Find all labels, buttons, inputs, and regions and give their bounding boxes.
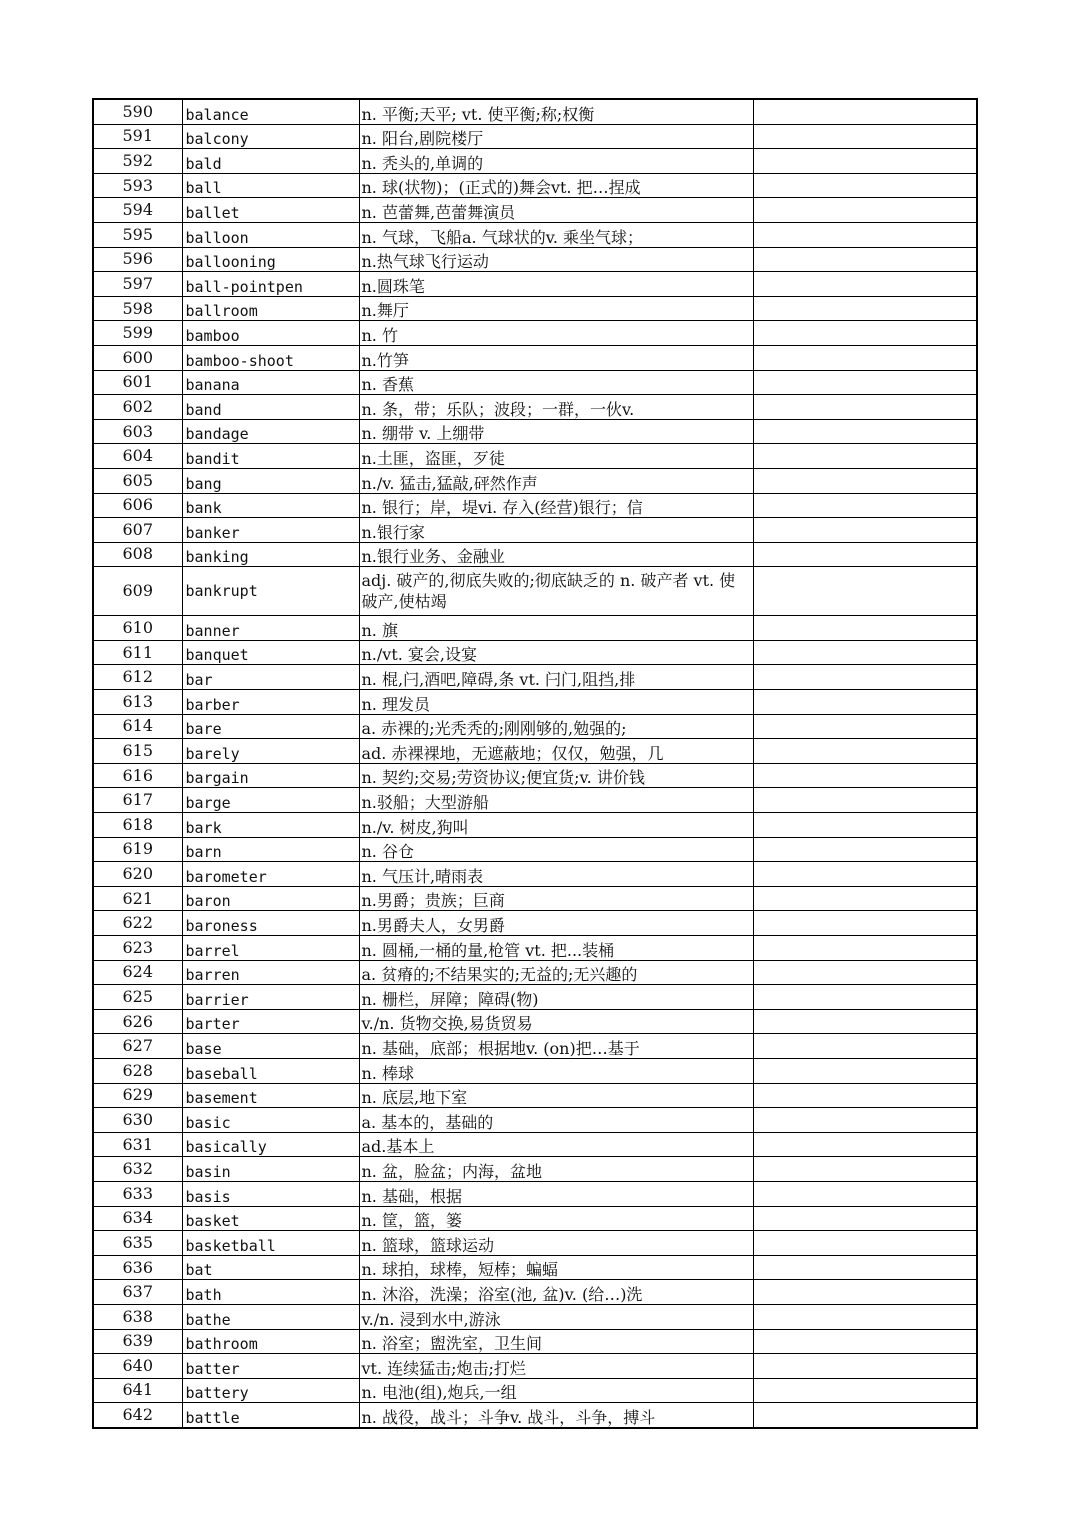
empty-notes-cell — [753, 296, 977, 321]
definition-cell: n. 契约;交易;劳资协议;便宜货;v. 讲价钱 — [359, 763, 753, 788]
definition-cell: n. 篮球，篮球运动 — [359, 1231, 753, 1256]
row-number-cell: 623 — [93, 936, 182, 961]
word-cell: barn — [182, 837, 359, 862]
word-cell: basically — [182, 1132, 359, 1157]
definition-cell: ad.基本上 — [359, 1132, 753, 1157]
table-row — [93, 862, 977, 887]
table-row — [93, 1280, 977, 1305]
definition-cell: n. 沐浴，洗澡；浴室(池, 盆)v. (给…)洗 — [359, 1280, 753, 1305]
row-number-cell: 603 — [93, 419, 182, 444]
word-cell: bargain — [182, 763, 359, 788]
empty-notes-cell — [753, 862, 977, 887]
table-row — [93, 1329, 977, 1354]
empty-notes-cell — [753, 518, 977, 543]
definition-cell: n. 圆桶,一桶的量,枪管 vt. 把...装桶 — [359, 936, 753, 961]
row-number-cell: 634 — [93, 1206, 182, 1231]
table-row — [93, 985, 977, 1010]
row-number-cell: 641 — [93, 1378, 182, 1403]
table-row — [93, 1354, 977, 1379]
definition-cell: n. 银行；岸，堤vi. 存入(经营)银行；信 — [359, 493, 753, 518]
table-row — [93, 247, 977, 272]
word-cell: balloon — [182, 222, 359, 247]
row-number-cell: 622 — [93, 911, 182, 936]
definition-cell: n./v. 猛击,猛敲,砰然作声 — [359, 468, 753, 493]
word-cell: basket — [182, 1206, 359, 1231]
definition-cell: n. 竹 — [359, 321, 753, 346]
table-row — [93, 960, 977, 985]
definition-cell: n.驳船；大型游船 — [359, 788, 753, 813]
table-row — [93, 198, 977, 223]
row-number-cell: 642 — [93, 1403, 182, 1428]
word-cell: bark — [182, 813, 359, 838]
word-cell: bamboo — [182, 321, 359, 346]
empty-notes-cell — [753, 444, 977, 469]
row-number-cell: 598 — [93, 296, 182, 321]
row-number-cell: 610 — [93, 616, 182, 641]
row-number-cell: 618 — [93, 813, 182, 838]
empty-notes-cell — [753, 1304, 977, 1329]
table-row — [93, 1255, 977, 1280]
empty-notes-cell — [753, 1354, 977, 1379]
word-cell: banking — [182, 542, 359, 567]
row-number-cell: 615 — [93, 739, 182, 764]
empty-notes-cell — [753, 1403, 977, 1428]
empty-notes-cell — [753, 739, 977, 764]
table-row — [93, 370, 977, 395]
word-cell: bandage — [182, 419, 359, 444]
empty-notes-cell — [753, 99, 977, 124]
definition-cell: n. 秃头的,单调的 — [359, 149, 753, 174]
empty-notes-cell — [753, 1378, 977, 1403]
table-row — [93, 1304, 977, 1329]
empty-notes-cell — [753, 198, 977, 223]
word-cell: ballooning — [182, 247, 359, 272]
table-row — [93, 296, 977, 321]
word-cell: basin — [182, 1157, 359, 1182]
empty-notes-cell — [753, 788, 977, 813]
definition-cell: adj. 破产的,彻底失败的;彻底缺乏的 n. 破产者 vt. 使破产,使枯竭 — [359, 567, 753, 616]
word-cell: banana — [182, 370, 359, 395]
table-row — [93, 739, 977, 764]
empty-notes-cell — [753, 1083, 977, 1108]
word-cell: basic — [182, 1108, 359, 1133]
table-row — [93, 542, 977, 567]
row-number-cell: 613 — [93, 690, 182, 715]
empty-notes-cell — [753, 1206, 977, 1231]
row-number-cell: 640 — [93, 1354, 182, 1379]
word-cell: basement — [182, 1083, 359, 1108]
table-row — [93, 173, 977, 198]
row-number-cell: 594 — [93, 198, 182, 223]
word-cell: barge — [182, 788, 359, 813]
row-number-cell: 633 — [93, 1181, 182, 1206]
empty-notes-cell — [753, 1108, 977, 1133]
row-number-cell: 612 — [93, 665, 182, 690]
row-number-cell: 602 — [93, 395, 182, 420]
table-row — [93, 468, 977, 493]
row-number-cell: 597 — [93, 272, 182, 297]
empty-notes-cell — [753, 149, 977, 174]
word-cell: basis — [182, 1181, 359, 1206]
row-number-cell: 627 — [93, 1034, 182, 1059]
word-cell: basketball — [182, 1231, 359, 1256]
row-number-cell: 626 — [93, 1009, 182, 1034]
table-row — [93, 665, 977, 690]
table-row — [93, 714, 977, 739]
definition-cell: n. 战役，战斗；斗争v. 战斗，斗争，搏斗 — [359, 1403, 753, 1428]
definition-cell: v./n. 浸到水中,游泳 — [359, 1304, 753, 1329]
word-cell: bankrupt — [182, 567, 359, 616]
empty-notes-cell — [753, 124, 977, 149]
empty-notes-cell — [753, 222, 977, 247]
table-row — [93, 788, 977, 813]
word-cell: barter — [182, 1009, 359, 1034]
word-cell: barber — [182, 690, 359, 715]
table-row — [93, 1206, 977, 1231]
row-number-cell: 632 — [93, 1157, 182, 1182]
table-row — [93, 345, 977, 370]
definition-cell: n. 栅栏，屏障；障碍(物) — [359, 985, 753, 1010]
row-number-cell: 611 — [93, 640, 182, 665]
row-number-cell: 636 — [93, 1255, 182, 1280]
empty-notes-cell — [753, 960, 977, 985]
table-row — [93, 1083, 977, 1108]
definition-cell: n. 浴室；盥洗室，卫生间 — [359, 1329, 753, 1354]
table-row — [93, 763, 977, 788]
word-cell: ball-pointpen — [182, 272, 359, 297]
definition-cell: n. 绷带 v. 上绷带 — [359, 419, 753, 444]
empty-notes-cell — [753, 542, 977, 567]
empty-notes-cell — [753, 1009, 977, 1034]
table-row — [93, 911, 977, 936]
word-cell: bare — [182, 714, 359, 739]
empty-notes-cell — [753, 985, 977, 1010]
table-row — [93, 1378, 977, 1403]
definition-cell: n. 底层,地下室 — [359, 1083, 753, 1108]
table-row — [93, 1034, 977, 1059]
table-row — [93, 837, 977, 862]
word-cell: band — [182, 395, 359, 420]
table-row — [93, 321, 977, 346]
row-number-cell: 624 — [93, 960, 182, 985]
empty-notes-cell — [753, 616, 977, 641]
word-cell: battery — [182, 1378, 359, 1403]
table-row — [93, 567, 977, 616]
empty-notes-cell — [753, 640, 977, 665]
definition-cell: n.舞厅 — [359, 296, 753, 321]
word-cell: bank — [182, 493, 359, 518]
empty-notes-cell — [753, 813, 977, 838]
row-number-cell: 631 — [93, 1132, 182, 1157]
table-row — [93, 124, 977, 149]
definition-cell: n.男爵夫人，女男爵 — [359, 911, 753, 936]
definition-cell: n. 盆，脸盆；内海，盆地 — [359, 1157, 753, 1182]
row-number-cell: 616 — [93, 763, 182, 788]
definition-cell: n. 基础，底部；根据地v. (on)把…基于 — [359, 1034, 753, 1059]
definition-cell: n.银行家 — [359, 518, 753, 543]
word-cell: bat — [182, 1255, 359, 1280]
row-number-cell: 608 — [93, 542, 182, 567]
empty-notes-cell — [753, 1058, 977, 1083]
definition-cell: v./n. 货物交换,易货贸易 — [359, 1009, 753, 1034]
definition-cell: n. 球(状物)；(正式的)舞会vt. 把…捏成 — [359, 173, 753, 198]
empty-notes-cell — [753, 1255, 977, 1280]
word-cell: bar — [182, 665, 359, 690]
definition-cell: a. 赤裸的;光秃秃的;刚刚够的,勉强的; — [359, 714, 753, 739]
empty-notes-cell — [753, 1231, 977, 1256]
empty-notes-cell — [753, 1280, 977, 1305]
word-cell: baseball — [182, 1058, 359, 1083]
word-cell: bang — [182, 468, 359, 493]
row-number-cell: 635 — [93, 1231, 182, 1256]
empty-notes-cell — [753, 345, 977, 370]
empty-notes-cell — [753, 714, 977, 739]
empty-notes-cell — [753, 419, 977, 444]
table-row — [93, 518, 977, 543]
row-number-cell: 621 — [93, 886, 182, 911]
definition-cell: a. 贫瘠的;不结果实的;无益的;无兴趣的 — [359, 960, 753, 985]
empty-notes-cell — [753, 837, 977, 862]
row-number-cell: 614 — [93, 714, 182, 739]
row-number-cell: 590 — [93, 99, 182, 124]
row-number-cell: 596 — [93, 247, 182, 272]
table-row — [93, 1181, 977, 1206]
word-cell: barely — [182, 739, 359, 764]
definition-cell: n. 基础，根据 — [359, 1181, 753, 1206]
empty-notes-cell — [753, 173, 977, 198]
table-row — [93, 936, 977, 961]
word-cell: banner — [182, 616, 359, 641]
table-row — [93, 1157, 977, 1182]
empty-notes-cell — [753, 665, 977, 690]
row-number-cell: 604 — [93, 444, 182, 469]
empty-notes-cell — [753, 493, 977, 518]
row-number-cell: 605 — [93, 468, 182, 493]
row-number-cell: 637 — [93, 1280, 182, 1305]
word-cell: bamboo-shoot — [182, 345, 359, 370]
definition-cell: n.圆珠笔 — [359, 272, 753, 297]
word-cell: banker — [182, 518, 359, 543]
table-row — [93, 149, 977, 174]
row-number-cell: 595 — [93, 222, 182, 247]
row-number-cell: 638 — [93, 1304, 182, 1329]
empty-notes-cell — [753, 886, 977, 911]
definition-cell: n. 筐，篮，篓 — [359, 1206, 753, 1231]
word-cell: baroness — [182, 911, 359, 936]
word-cell: barren — [182, 960, 359, 985]
definition-cell: n.男爵；贵族；巨商 — [359, 886, 753, 911]
row-number-cell: 607 — [93, 518, 182, 543]
row-number-cell: 630 — [93, 1108, 182, 1133]
row-number-cell: 617 — [93, 788, 182, 813]
definition-cell: n. 旗 — [359, 616, 753, 641]
empty-notes-cell — [753, 1157, 977, 1182]
word-cell: ballet — [182, 198, 359, 223]
word-cell: ballroom — [182, 296, 359, 321]
row-number-cell: 629 — [93, 1083, 182, 1108]
definition-cell: n. 平衡;天平; vt. 使平衡;称;权衡 — [359, 99, 753, 124]
word-cell: balance — [182, 99, 359, 124]
definition-cell: n. 阳台,剧院楼厅 — [359, 124, 753, 149]
table-row — [93, 886, 977, 911]
vocab-table-body — [93, 99, 977, 1428]
row-number-cell: 599 — [93, 321, 182, 346]
empty-notes-cell — [753, 272, 977, 297]
definition-cell: n.热气球飞行运动 — [359, 247, 753, 272]
definition-cell: n. 条，带；乐队；波段；一群，一伙v. — [359, 395, 753, 420]
table-row — [93, 395, 977, 420]
table-row — [93, 690, 977, 715]
definition-cell: n./v. 树皮,狗叫 — [359, 813, 753, 838]
word-cell: bald — [182, 149, 359, 174]
empty-notes-cell — [753, 567, 977, 616]
definition-cell: n. 芭蕾舞,芭蕾舞演员 — [359, 198, 753, 223]
empty-notes-cell — [753, 321, 977, 346]
table-row — [93, 1403, 977, 1428]
empty-notes-cell — [753, 468, 977, 493]
table-row — [93, 444, 977, 469]
definition-cell: n. 棍,闩,酒吧,障碍,条 vt. 闩门,阻挡,排 — [359, 665, 753, 690]
empty-notes-cell — [753, 1034, 977, 1059]
word-cell: bath — [182, 1280, 359, 1305]
row-number-cell: 593 — [93, 173, 182, 198]
definition-cell: n.竹笋 — [359, 345, 753, 370]
definition-cell: n. 电池(组),炮兵,一组 — [359, 1378, 753, 1403]
empty-notes-cell — [753, 911, 977, 936]
word-cell: battle — [182, 1403, 359, 1428]
definition-cell: n./vt. 宴会,设宴 — [359, 640, 753, 665]
row-number-cell: 600 — [93, 345, 182, 370]
row-number-cell: 619 — [93, 837, 182, 862]
word-cell: barometer — [182, 862, 359, 887]
table-row — [93, 1108, 977, 1133]
row-number-cell: 601 — [93, 370, 182, 395]
definition-cell: n. 气压计,晴雨表 — [359, 862, 753, 887]
empty-notes-cell — [753, 370, 977, 395]
row-number-cell: 591 — [93, 124, 182, 149]
definition-cell: n. 理发员 — [359, 690, 753, 715]
word-cell: bathroom — [182, 1329, 359, 1354]
word-cell: bathe — [182, 1304, 359, 1329]
empty-notes-cell — [753, 690, 977, 715]
word-cell: base — [182, 1034, 359, 1059]
definition-cell: n. 球拍，球棒，短棒；蝙蝠 — [359, 1255, 753, 1280]
empty-notes-cell — [753, 936, 977, 961]
word-cell: barrel — [182, 936, 359, 961]
row-number-cell: 639 — [93, 1329, 182, 1354]
row-number-cell: 628 — [93, 1058, 182, 1083]
row-number-cell: 606 — [93, 493, 182, 518]
table-row — [93, 616, 977, 641]
word-cell: bandit — [182, 444, 359, 469]
definition-cell: n. 谷仓 — [359, 837, 753, 862]
definition-cell: n.银行业务、金融业 — [359, 542, 753, 567]
word-cell: ball — [182, 173, 359, 198]
word-cell: banquet — [182, 640, 359, 665]
empty-notes-cell — [753, 395, 977, 420]
table-row — [93, 640, 977, 665]
table-row — [93, 272, 977, 297]
definition-cell: ad. 赤裸裸地，无遮蔽地；仅仅，勉强，几 — [359, 739, 753, 764]
empty-notes-cell — [753, 763, 977, 788]
definition-cell: n.土匪，盗匪，歹徒 — [359, 444, 753, 469]
table-row — [93, 1231, 977, 1256]
definition-cell: n. 气球，飞船a. 气球状的v. 乘坐气球； — [359, 222, 753, 247]
word-cell: balcony — [182, 124, 359, 149]
empty-notes-cell — [753, 1132, 977, 1157]
word-cell: batter — [182, 1354, 359, 1379]
table-row — [93, 99, 977, 124]
definition-cell: n. 香蕉 — [359, 370, 753, 395]
empty-notes-cell — [753, 1329, 977, 1354]
row-number-cell: 620 — [93, 862, 182, 887]
table-row — [93, 1009, 977, 1034]
word-cell: barrier — [182, 985, 359, 1010]
table-row — [93, 1058, 977, 1083]
row-number-cell: 609 — [93, 567, 182, 616]
definition-cell: n. 棒球 — [359, 1058, 753, 1083]
table-row — [93, 1132, 977, 1157]
definition-cell: a. 基本的，基础的 — [359, 1108, 753, 1133]
table-row — [93, 493, 977, 518]
table-row — [93, 222, 977, 247]
table-row — [93, 813, 977, 838]
definition-cell: vt. 连续猛击;炮击;打烂 — [359, 1354, 753, 1379]
vocab-table — [92, 98, 978, 1429]
word-cell: baron — [182, 886, 359, 911]
empty-notes-cell — [753, 1181, 977, 1206]
row-number-cell: 625 — [93, 985, 182, 1010]
empty-notes-cell — [753, 247, 977, 272]
row-number-cell: 592 — [93, 149, 182, 174]
table-row — [93, 419, 977, 444]
